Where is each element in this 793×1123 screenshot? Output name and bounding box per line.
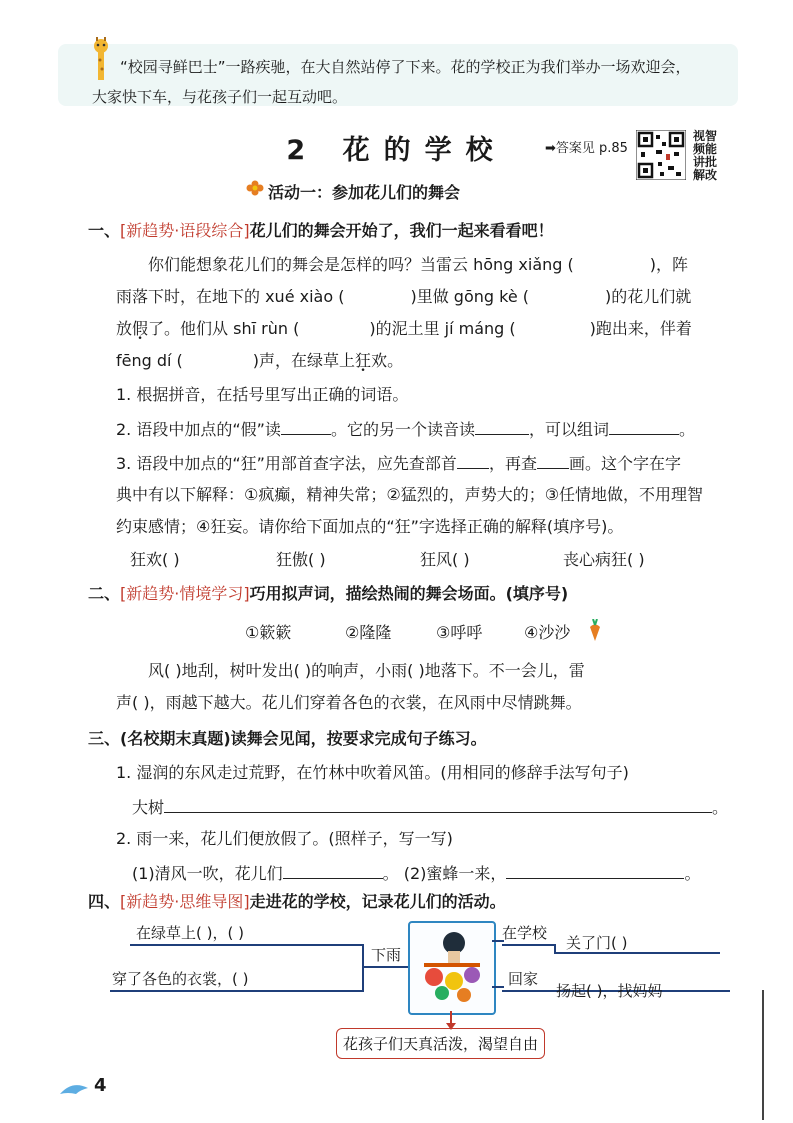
flower-children-illustration <box>408 921 496 1015</box>
answer-reference: ➡答案见 p.85 <box>545 141 628 156</box>
option-kuanghuan[interactable]: 狂欢( ) <box>130 550 180 569</box>
section-1-heading: 一、[新趋势·语段综合]花儿们的舞会开始了，我们一起来看看吧！ <box>88 221 554 240</box>
question-3-2: 2. 雨一来，花儿们便放假了。(照样子，写一写) <box>116 829 453 848</box>
dotted-char-jia: 假 <box>132 319 149 338</box>
option-kuangao[interactable]: 狂傲( ) <box>276 550 326 569</box>
answer-blank[interactable] <box>281 418 331 435</box>
passage-line-3: 放假了。他们从 shī rùn ( )的泥土里 jí máng ( )跑出来，伴着 <box>116 319 692 338</box>
choice-1: ①簌簌 <box>245 623 292 642</box>
option-kuangfeng[interactable]: 狂风( ) <box>420 550 470 569</box>
page-number: 4 <box>94 1075 107 1096</box>
tag-label: [新趋势·思维导图] <box>120 892 250 911</box>
mindmap-node-home: 回家 <box>508 970 539 988</box>
answer-blank[interactable] <box>609 418 679 435</box>
intro-line-1: “校园寻鲜巴士”一路疾驰，在大自然站停了下来。花的学校正为我们举办一场欢迎会， <box>120 58 691 76</box>
question-3-1: 1. 湿润的东风走过荒野，在竹林中吹着风笛。(用相同的修辞手法写句子) <box>116 763 629 782</box>
question-1-2: 2. 语段中加点的“假”读 。它的另一个读音读 ，可以组词 。 <box>116 420 695 439</box>
lesson-title: 2 花的学校 <box>286 135 507 166</box>
mindmap-node-grass: 在绿草上( )，( ) <box>136 924 244 942</box>
section-2-heading: 二、[新趋势·情境学习]巧用拟声词，描绘热闹的舞会场面。(填序号) <box>88 584 569 603</box>
mindmap-node-school: 在学校 <box>502 924 548 942</box>
choice-3: ③呼呼 <box>436 623 483 642</box>
connector-line <box>492 986 504 988</box>
qr-code-icon[interactable] <box>636 130 686 180</box>
connector-line <box>362 966 408 968</box>
answer-blank[interactable] <box>475 418 529 435</box>
mindmap-node-clothes: 穿了各色的衣裳，( ) <box>112 970 249 988</box>
tag-label: [新趋势·语段综合] <box>120 221 250 240</box>
connector-line <box>502 944 554 946</box>
question-1-3: 3. 语段中加点的“狂”用部首查字法，应先查部首 ，再查 画。这个字在字 <box>116 454 681 473</box>
tag-label: [新趋势·情境学习] <box>120 584 250 603</box>
answer-line-3-1: 大树 。 <box>132 798 729 817</box>
summary-box: 花孩子们天真活泼，渴望自由 <box>336 1028 545 1059</box>
choice-4: ④沙沙 <box>524 623 571 642</box>
connector-line <box>130 944 362 946</box>
section-2-line-1: 风( )地刮，树叶发出( )的响声，小雨( )地落下。不一会儿，雷 <box>148 661 585 680</box>
dotted-char-kuang: 狂 <box>355 351 372 370</box>
answer-blank[interactable] <box>506 862 684 879</box>
intro-banner <box>58 44 738 106</box>
passage-line-2: 雨落下时，在地下的 xué xiào ( )里做 gōng kè ( )的花儿们就 <box>116 287 692 306</box>
answer-blank[interactable] <box>537 452 569 469</box>
intro-line-2: 大家快下车，与花孩子们一起互动吧。 <box>92 88 348 106</box>
carrot-icon <box>588 619 602 641</box>
dolphin-icon <box>58 1080 90 1098</box>
mindmap-node-raise: 扬起( )，找妈妈 <box>556 982 663 1000</box>
choice-2: ②隆隆 <box>345 623 392 642</box>
connector-line <box>502 990 554 992</box>
option-sangxinbingkuang[interactable]: 丧心病狂( ) <box>563 550 645 569</box>
connector-line <box>554 944 556 952</box>
passage-line-1: 你们能想象花儿们的舞会是怎样的吗？当雷云 hōng xiǎng ( )，阵 <box>148 255 688 274</box>
question-1-3-line-3: 约束感情；④狂妄。请你给下面加点的“狂”字选择正确的解释(填序号)。 <box>116 517 624 536</box>
connector-line <box>110 990 364 992</box>
question-3-2-items: (1)清风一吹，花儿们 。 (2)蜜蜂一来， 。 <box>132 864 701 883</box>
answer-blank[interactable] <box>164 796 712 813</box>
question-1-1: 1. 根据拼音，在括号里写出正确的词语。 <box>116 385 409 404</box>
mindmap-node-rain: 下雨 <box>371 946 402 964</box>
answer-blank[interactable] <box>457 452 489 469</box>
margin-rule <box>762 990 764 1120</box>
flower-icon <box>246 180 264 198</box>
qr-caption: 视智频能讲批解改 <box>693 129 718 182</box>
section-2-line-2: 声( )，雨越下越大。花儿们穿着各色的衣裳，在风雨中尽情跳舞。 <box>116 693 582 712</box>
activity-title: 活动一：参加花儿们的舞会 <box>268 183 461 202</box>
section-3-heading: 三、(名校期末真题)读舞会见闻，按要求完成句子练习。 <box>88 729 487 748</box>
question-1-3-line-2: 典中有以下解释：①疯癫，精神失常；②猛烈的，声势大的；③任情地做，不用理智 <box>116 485 704 504</box>
section-4-heading: 四、[新趋势·思维导图]走进花的学校，记录花儿们的活动。 <box>88 892 506 911</box>
giraffe-icon <box>88 36 114 82</box>
mindmap-node-closed: 关了门( ) <box>566 934 628 952</box>
passage-line-4: fēng dí ( )声，在绿草上狂欢。 <box>116 351 404 370</box>
answer-blank[interactable] <box>283 862 383 879</box>
